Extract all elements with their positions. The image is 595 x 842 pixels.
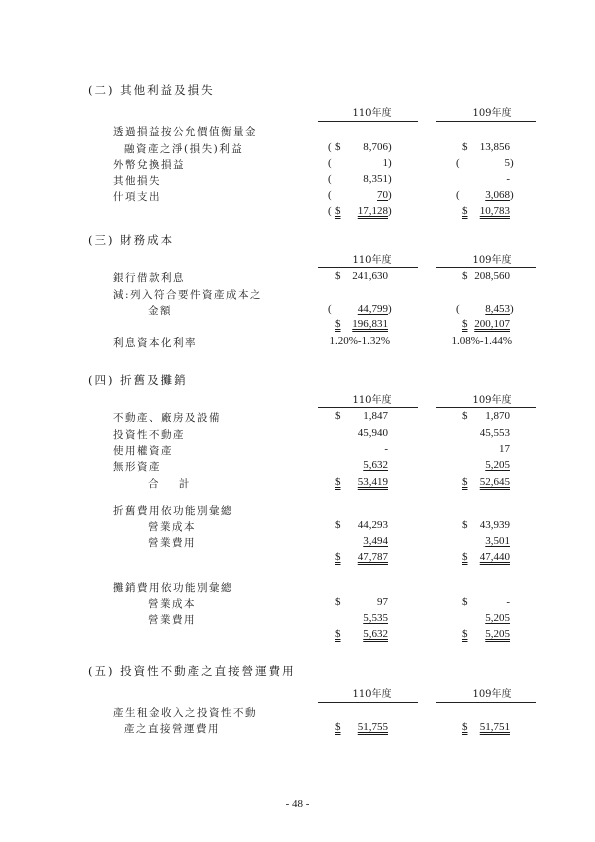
value-110: 5,632 (363, 459, 388, 471)
section-title-depreciation: (四) 折舊及攤銷 (88, 373, 188, 387)
row-label: 使用權資產 (113, 445, 173, 457)
value-110: 8,351 (363, 173, 388, 185)
currency-sign: $ (335, 318, 341, 330)
total-110: 53,419 (357, 476, 388, 488)
row-label: 外幣兌換損益 (113, 159, 185, 171)
rate-109: 1.08%-1.44% (451, 335, 512, 347)
section-title-other-gains: (二) 其他利益及損失 (88, 83, 215, 97)
paren-open: ( (456, 189, 460, 201)
value-110: 1 (382, 157, 388, 169)
row-label: 無形資產 (113, 461, 161, 473)
col-header-110: 110年度 (352, 255, 392, 266)
subsection-title-amortization: 攤銷費用依功能別彙總 (113, 582, 233, 594)
total-109: 200,107 (474, 318, 510, 330)
currency-sign: $ (462, 141, 468, 153)
row-label: 透過損益按公允價值衡量金 (113, 126, 257, 138)
header-rule (436, 267, 536, 268)
row-label-total: 合 計 (148, 478, 191, 490)
row-label: 融資產之淨(損失)利益 (124, 143, 244, 155)
value-109: 51,751 (479, 721, 510, 733)
value-110: 8,706 (363, 141, 388, 153)
col-header-110: 110年度 (352, 689, 392, 700)
row-label: 產生租金收入之投資性不動 (113, 707, 257, 719)
value-110: 1,847 (363, 410, 388, 422)
value-110: 45,940 (357, 427, 388, 439)
currency-sign: $ (462, 551, 468, 563)
col-header-109: 109年度 (472, 108, 512, 119)
row-label: 減:列入符合要件資產成本之 (113, 289, 263, 301)
paren-open: ( (328, 189, 332, 201)
value-109: 208,560 (474, 270, 510, 282)
total-110: 47,787 (357, 551, 388, 563)
value-109: 3,068 (485, 189, 510, 201)
row-label: 營業費用 (148, 537, 196, 549)
paren-close: ) (388, 303, 392, 315)
header-rule (318, 267, 418, 268)
value-110: 5,535 (363, 612, 388, 624)
paren-open: ( (456, 303, 460, 315)
value-110: 44,799 (357, 303, 388, 315)
row-label: 什項支出 (113, 191, 161, 203)
value-109: 43,939 (479, 519, 510, 531)
currency-sign: $ (462, 318, 468, 330)
value-109: 45,553 (479, 427, 510, 439)
value-109: - (506, 173, 510, 185)
currency-sign: $ (335, 551, 341, 563)
row-label: 營業費用 (148, 614, 196, 626)
col-header-109: 109年度 (472, 395, 512, 406)
row-label: 產之直接營運費用 (124, 723, 220, 735)
col-header-109: 109年度 (472, 255, 512, 266)
total-109: 52,645 (479, 476, 510, 488)
row-label: 銀行借款利息 (113, 272, 185, 284)
total-110: 5,632 (363, 628, 388, 640)
currency-sign: $ (462, 410, 468, 422)
total-109: 47,440 (479, 551, 510, 563)
currency-sign: $ (335, 270, 341, 282)
row-label: 不動產、廠房及設備 (113, 412, 221, 424)
page-number: - 48 - (285, 798, 310, 810)
paren-open: ( (328, 173, 332, 185)
row-label: 營業成本 (148, 598, 196, 610)
currency-sign: $ (335, 596, 341, 608)
currency-sign: $ (335, 519, 341, 531)
currency-sign: $ (335, 205, 341, 217)
currency-sign: $ (335, 410, 341, 422)
currency-sign: $ (462, 628, 468, 640)
value-110: 3,494 (363, 535, 388, 547)
paren-close: ) (510, 303, 514, 315)
section-title-investment-property: (五) 投資性不動產之直接營運費用 (88, 664, 296, 678)
value-109: 1,870 (485, 410, 510, 422)
rate-110: 1.20%-1.32% (329, 335, 390, 347)
paren-open: ( (328, 157, 332, 169)
header-rule (436, 121, 536, 122)
currency-sign: $ (462, 519, 468, 531)
subsection-title-depreciation: 折舊費用依功能別彙總 (113, 505, 233, 517)
value-110: 241,630 (352, 270, 388, 282)
value-109: 3,501 (485, 535, 510, 547)
header-rule (318, 702, 418, 703)
currency-sign: $ (462, 205, 468, 217)
total-110: 17,128 (357, 205, 388, 217)
value-110: - (384, 443, 388, 455)
currency-sign: $ (462, 596, 468, 608)
value-110: 97 (377, 596, 388, 608)
paren-close: ) (510, 189, 514, 201)
paren-open: ( (456, 157, 460, 169)
paren-close: ) (510, 157, 514, 169)
currency-sign: $ (335, 476, 341, 488)
value-110: 51,755 (357, 721, 388, 733)
col-header-110: 110年度 (352, 395, 392, 406)
paren-close: ) (388, 173, 392, 185)
currency-sign: $ (462, 270, 468, 282)
paren-close: ) (388, 141, 392, 153)
row-label: 營業成本 (148, 521, 196, 533)
value-109: 17 (499, 443, 510, 455)
value-109: - (506, 596, 510, 608)
col-header-109: 109年度 (472, 689, 512, 700)
total-109: 10,783 (479, 205, 510, 217)
header-rule (436, 702, 536, 703)
paren-open: ( (328, 141, 332, 153)
value-110: 44,293 (357, 519, 388, 531)
paren-close: ) (388, 189, 392, 201)
row-label: 金額 (148, 305, 172, 317)
paren-close: ) (388, 157, 392, 169)
currency-sign: $ (462, 721, 468, 733)
paren-close: ) (388, 205, 392, 217)
header-rule (436, 407, 536, 408)
row-label: 利息資本化利率 (113, 337, 197, 349)
value-109: 5,205 (485, 612, 510, 624)
value-109: 5 (504, 157, 510, 169)
row-label: 其他損失 (113, 175, 161, 187)
paren-open: ( (328, 205, 332, 217)
header-rule (318, 407, 418, 408)
total-110: 196,831 (352, 318, 388, 330)
currency-sign: $ (335, 721, 341, 733)
currency-sign: $ (335, 141, 341, 153)
value-110: 70 (377, 189, 388, 201)
row-label: 投資性不動產 (113, 429, 185, 441)
currency-sign: $ (462, 476, 468, 488)
value-109: 13,856 (479, 141, 510, 153)
total-109: 5,205 (485, 628, 510, 640)
value-109: 5,205 (485, 459, 510, 471)
value-109: 8,453 (485, 303, 510, 315)
header-rule (318, 121, 418, 122)
currency-sign: $ (335, 628, 341, 640)
section-title-finance-costs: (三) 財務成本 (88, 233, 175, 247)
col-header-110: 110年度 (352, 108, 392, 119)
paren-open: ( (328, 303, 332, 315)
